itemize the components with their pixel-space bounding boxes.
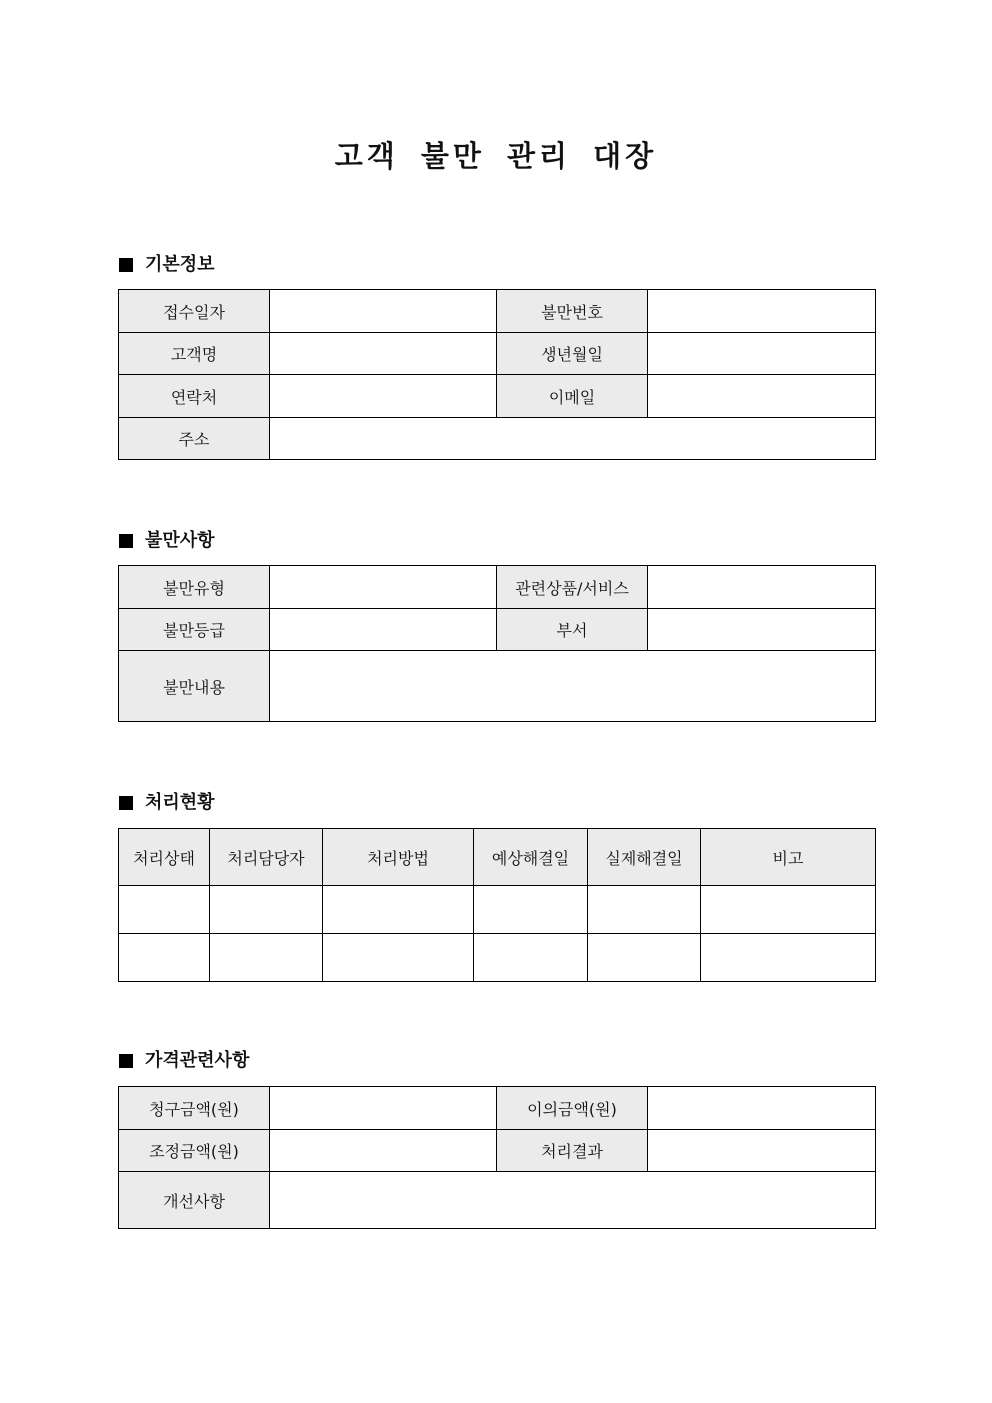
- receipt-date-label: 접수일자: [119, 290, 270, 333]
- adjusted-amount-label: 조정금액(원): [119, 1130, 270, 1172]
- complaint-number-field[interactable]: [648, 290, 876, 333]
- table-cell[interactable]: [210, 934, 323, 982]
- improvement-label: 개선사항: [119, 1172, 270, 1229]
- section-price-heading: [119, 1049, 249, 1073]
- table-cell[interactable]: [588, 934, 701, 982]
- email-label: 이메일: [497, 375, 648, 418]
- disputed-amount-label: 이의금액(원): [497, 1087, 648, 1130]
- address-field[interactable]: [270, 418, 876, 460]
- table-cell[interactable]: [701, 934, 876, 982]
- column-header-status: 처리상태: [119, 829, 210, 886]
- section-processing-heading: [119, 791, 215, 815]
- email-field[interactable]: [648, 375, 876, 418]
- complaint-type-field[interactable]: [270, 566, 497, 609]
- improvement-field[interactable]: [270, 1172, 876, 1229]
- related-product-label: 관련상품/서비스: [497, 566, 648, 609]
- table-cell[interactable]: [119, 886, 210, 934]
- complaint-grade-field[interactable]: [270, 609, 497, 651]
- section-basic-info-heading: [119, 253, 215, 277]
- column-header-handler: 처리담당자: [210, 829, 323, 886]
- section-complaint-heading: [119, 529, 215, 553]
- birth-date-label: 생년월일: [497, 333, 648, 375]
- page-title: 고객 불만 관리 대장: [334, 139, 658, 173]
- section-price-title: 가격관련사항: [145, 1050, 250, 1071]
- square-bullet-icon: [119, 258, 133, 272]
- processing-table: [118, 828, 876, 982]
- contact-label: 연락처: [119, 375, 270, 418]
- column-header-actual-date: 실제해결일: [588, 829, 701, 886]
- column-header-method: 처리방법: [323, 829, 474, 886]
- complaint-grade-label: 불만등급: [119, 609, 270, 651]
- table-cell[interactable]: [323, 934, 474, 982]
- table-cell[interactable]: [119, 934, 210, 982]
- complaint-content-field[interactable]: [270, 651, 876, 722]
- section-processing-title: 처리현황: [145, 792, 215, 813]
- square-bullet-icon: [119, 534, 133, 548]
- complaint-type-label: 불만유형: [119, 566, 270, 609]
- price-table: [118, 1086, 876, 1229]
- square-bullet-icon: [119, 1054, 133, 1068]
- result-field[interactable]: [648, 1130, 876, 1172]
- department-field[interactable]: [648, 609, 876, 651]
- table-cell[interactable]: [588, 886, 701, 934]
- result-label: 처리결과: [497, 1130, 648, 1172]
- related-product-field[interactable]: [648, 566, 876, 609]
- department-label: 부서: [497, 609, 648, 651]
- contact-field[interactable]: [270, 375, 497, 418]
- table-cell[interactable]: [474, 886, 588, 934]
- address-label: 주소: [119, 418, 270, 460]
- table-row: [119, 886, 876, 934]
- claimed-amount-field[interactable]: [270, 1087, 497, 1130]
- claimed-amount-label: 청구금액(원): [119, 1087, 270, 1130]
- customer-name-field[interactable]: [270, 333, 497, 375]
- column-header-remarks: 비고: [701, 829, 876, 886]
- complaint-content-label: 불만내용: [119, 651, 270, 722]
- column-header-expected-date: 예상해결일: [474, 829, 588, 886]
- table-cell[interactable]: [323, 886, 474, 934]
- section-basic-info-title: 기본정보: [145, 254, 215, 275]
- table-cell[interactable]: [474, 934, 588, 982]
- adjusted-amount-field[interactable]: [270, 1130, 497, 1172]
- receipt-date-field[interactable]: [270, 290, 497, 333]
- customer-name-label: 고객명: [119, 333, 270, 375]
- table-cell[interactable]: [701, 886, 876, 934]
- complaint-number-label: 불만번호: [497, 290, 648, 333]
- table-row: [119, 934, 876, 982]
- section-complaint-title: 불만사항: [145, 530, 215, 551]
- complaint-table: [118, 565, 876, 722]
- basic-info-table: [118, 289, 876, 460]
- table-cell[interactable]: [210, 886, 323, 934]
- square-bullet-icon: [119, 796, 133, 810]
- birth-date-field[interactable]: [648, 333, 876, 375]
- disputed-amount-field[interactable]: [648, 1087, 876, 1130]
